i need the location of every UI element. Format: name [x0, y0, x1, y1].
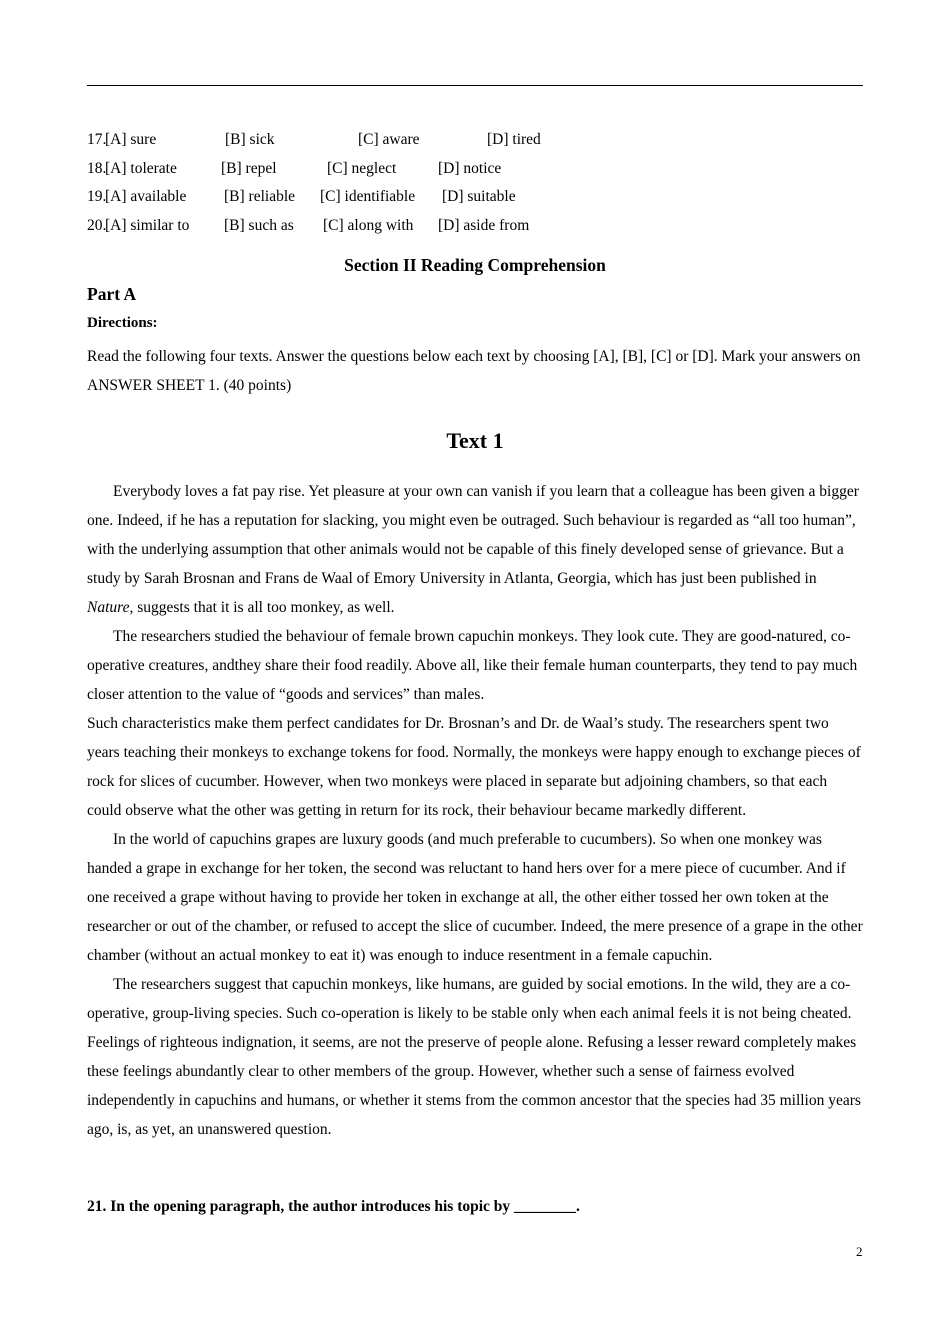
text-title: Text 1	[446, 428, 504, 453]
option-17-b: [B] sick	[225, 131, 275, 148]
option-18-d: [D] notice	[438, 160, 502, 177]
option-18-num: 18.	[87, 160, 107, 177]
option-17-c: [C] aware	[358, 131, 420, 148]
option-20-num: 20.	[87, 217, 107, 234]
header-rule	[87, 85, 863, 86]
option-17-a-text: [A] sure	[105, 131, 157, 148]
option-19-num: 19.	[87, 188, 107, 205]
option-18-a: [A] tolerate	[105, 160, 177, 177]
option-19-b: [B] reliable	[224, 188, 296, 205]
page-number: 2	[856, 1244, 863, 1259]
paragraph-1: Everybody loves a fat pay rise. Yet pleasure at your own can vanish if you learn that a colleague has been given a bigger one. Indeed, if he has a reputation for slacking, you might even be outraged. Such behaviour is regarded as “all too human”, with the underlying assumption that other animals would not be capable of this finely developed sense of grievance. But a study by Sarah Brosnan and Frans de Waal of Emory University in Atlanta, Georgia, which has just been published in Nature, suggests that it is all too monkey, as well.	[87, 483, 859, 616]
question-21: 21. In the opening paragraph, the author introduces his topic by ________.	[87, 1198, 580, 1215]
paragraph-5: The researchers suggest that capuchin monkeys, like humans, are guided by social emotions. In the wild, they are a co-operative, group-living species. Such co-operation is likely to be stable only when each animal feels it is not being cheated. Feelings of righteous indignation, it seems, are not the preserve of people alone. Refusing a lesser reward completely makes these feelings abundantly clear to other members of the group. However, whether such a sense of fairness evolved independently in capuchins and humans, or whether it stems from the common ancestor that the species had 35 million years ago, is, as yet, an unanswered question.	[87, 976, 861, 1138]
option-19-a: [A] available	[105, 188, 187, 205]
paragraph-3: Such characteristics make them perfect candidates for Dr. Brosnan’s and Dr. de Waal’s study. The researchers spent two years teaching their monkeys to exchange tokens for food. Normally, the monkeys were happy enough to exchange pieces of rock for slices of cucumber. However, when two monkeys were placed in separate but adjoining chambers, so that each could observe what the other was getting in return for its rock, their behaviour became markedly different.	[87, 715, 861, 819]
option-20-a: [A] similar to	[105, 217, 190, 234]
option-17-d: [D] tired	[487, 131, 541, 148]
option-19-c: [C] identifiable	[320, 188, 416, 205]
directions-label: Directions:	[87, 315, 158, 331]
option-20-d: [D] aside from	[438, 217, 530, 234]
paragraph-4: In the world of capuchins grapes are luxury goods (and much preferable to cucumbers). So when one monkey was handed a grape in exchange for her token, the second was reluctant to hand hers over for a mere piece of cucumber. And if one received a grape without having to provide her token in exchange at all, the other either tossed her own token at the researcher or out of the chamber, or refused to accept the slice of cucumber. Indeed, the mere presence of a grape in the other chamber (without an actual monkey to eat it) was enough to induce resentment in a female capuchin.	[87, 831, 863, 964]
option-19-d: [D] suitable	[442, 188, 516, 205]
option-20-c: [C] along with	[323, 217, 414, 234]
option-17-a: 17.	[87, 131, 107, 148]
option-18-c: [C] neglect	[327, 160, 397, 177]
option-20-b: [B] such as	[224, 217, 294, 234]
paragraph-2: The researchers studied the behaviour of female brown capuchin monkeys. They look cute. They are good-natured, co-operative creatures, andthey share their food readily. Above all, like their female human counterparts, they tend to pay much closer attention to the value of “goods and services” than males.	[87, 628, 858, 703]
option-18-b: [B] repel	[221, 160, 277, 177]
section-title: Section II Reading Comprehension	[344, 255, 606, 275]
directions-text: Read the following four texts. Answer the questions below each text by choosing [A], [B], [C] or [D]. Mark your answers on ANSWER SHEET 1. (40 points)	[87, 348, 861, 394]
part-heading: Part A	[87, 284, 137, 304]
article-body	[87, 477, 865, 1144]
